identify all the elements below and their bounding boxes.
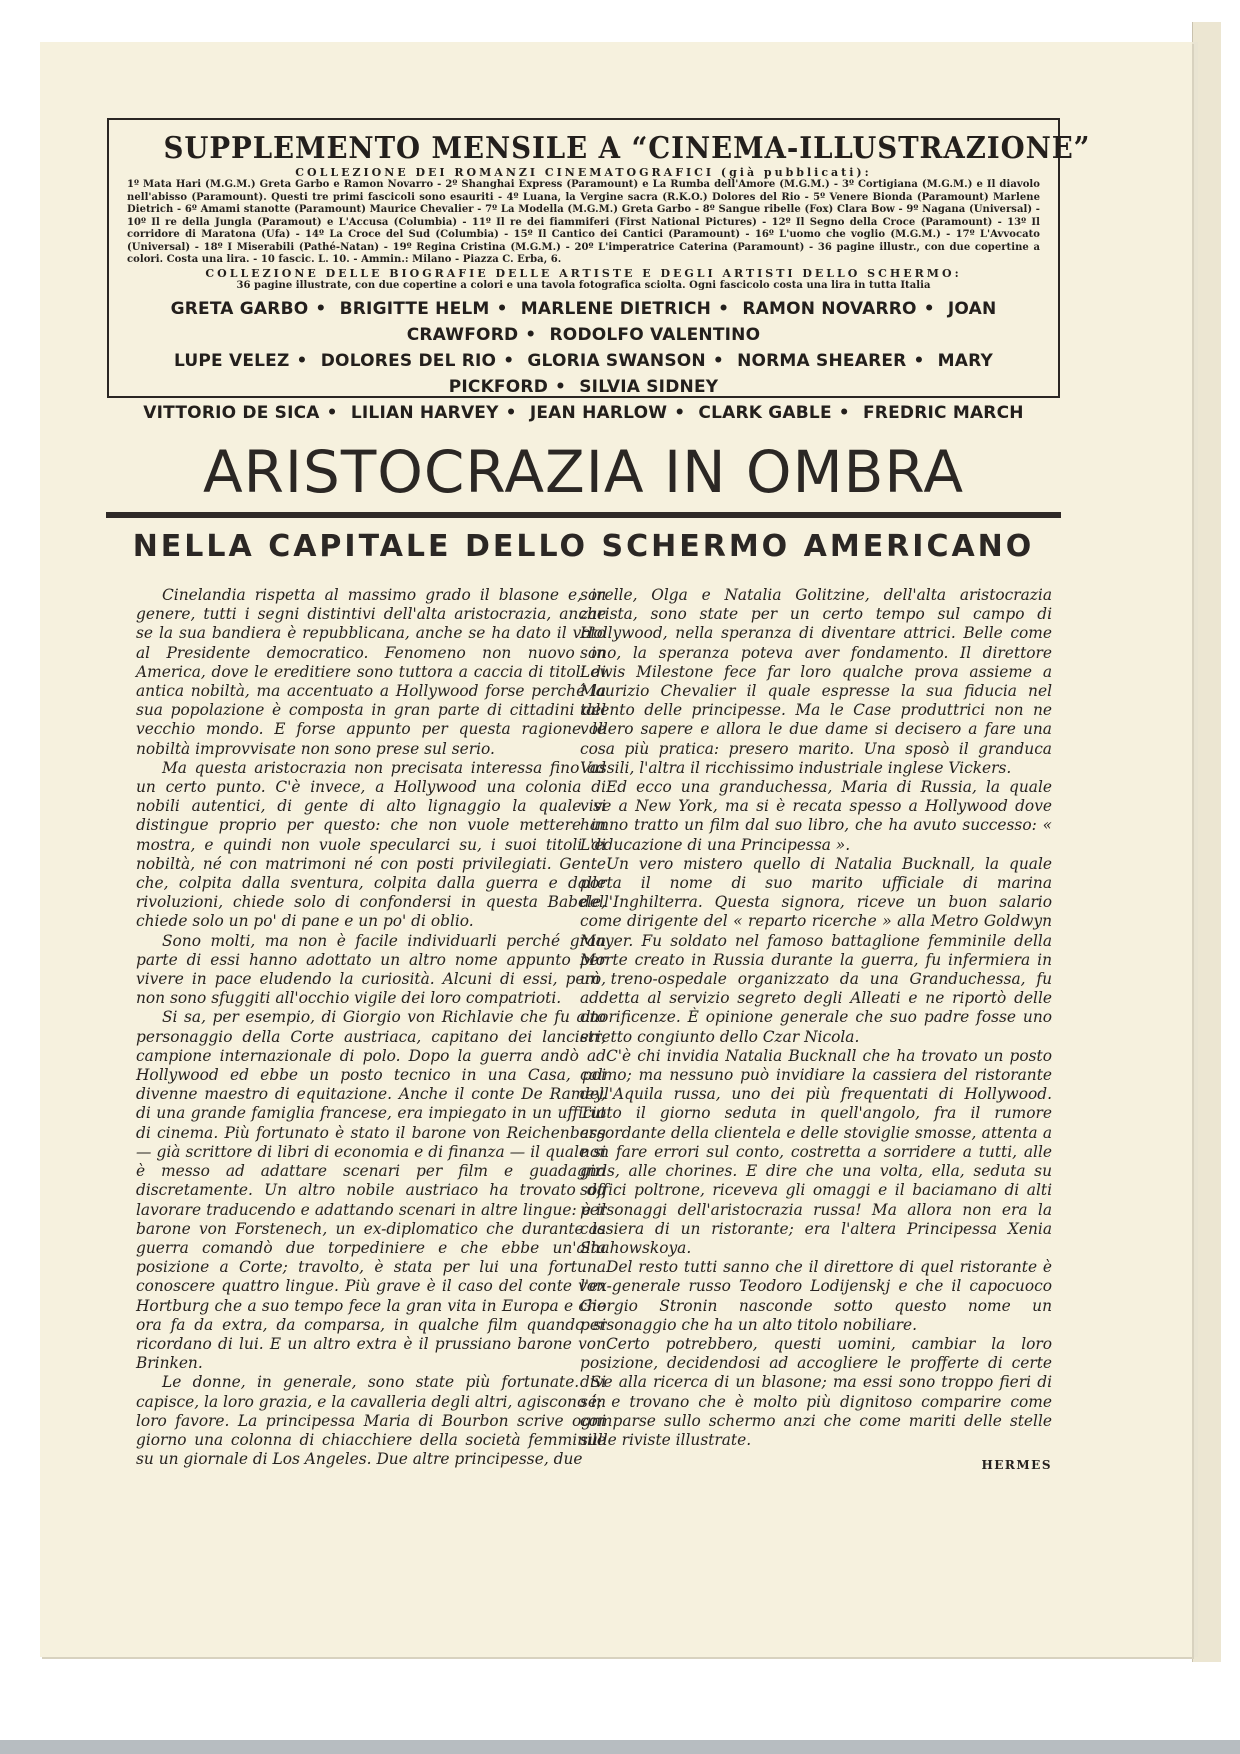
artist-names-row-2: LUPE VELEZ • DOLORES DEL RIO • GLORIA SWANSON • NORMA SHEARER • MARY PICKFORD • SILVIA SIDNEY	[173, 351, 994, 397]
title-rule	[106, 512, 1061, 518]
bio-heading: COLLEZIONE DELLE BIOGRAFIE DELLE ARTISTE E DEGLI ARTISTI DELLO SCHERMO:	[205, 266, 962, 280]
artist-name: MARLENE DIETRICH	[520, 299, 712, 319]
article-column-right	[580, 586, 1052, 1475]
supplement-box	[107, 118, 1091, 423]
artist-name: MARY PICKFORD	[448, 351, 994, 397]
paragraph: Certo potrebbero, questi uomini, cambiar la loro posizione, decidendosi ad accogliere le profferte di certe dive alla ricerca di un blasone; ma essi sono troppo fieri di sé; e trovano che è molto più dignitoso comparire come comparse sullo schermo anzi che come mariti delle stelle sulle riviste illustrate.	[580, 1334, 1052, 1449]
artist-name: SILVIA SIDNEY	[579, 377, 719, 397]
paragraph: Ed ecco una granduchessa, Maria di Russia, la quale vive a New York, ma si è recata spesso a Hollywood dove hanno tratto un film dal suo libro, che ha avuto successo: « L'educazione di una Principessa ».	[580, 778, 1052, 854]
bio-description: 36 pagine illustrate, con due copertine a colori e una tavola fotografica sciolta. Ogni fascicolo costa una lira in tutta Italia	[236, 279, 931, 291]
author-signature: HERMES	[981, 1458, 1052, 1473]
supplement-title: SUPPLEMENTO MENSILE A “CINEMA-ILLUSTRAZIONE”	[163, 131, 1091, 166]
paragraph: Del resto tutti sanno che il direttore di quel ristorante è l'ex-generale russo Teodoro Lodijenskj e che il capocuoco Giorgio Stronin nasconde sotto questo nome un personaggio che ha un alto titolo nobiliare.	[580, 1258, 1052, 1334]
paragraph: Ma questa aristocrazia non precisata interessa fino ad un certo punto. C'è invece, a Hollywood una colonia di nobili autentici, di gente di alto lignaggio la quale si distingue proprio per questo: che non vuole mettere in mostra, e quindi non vuole specularci su, i suoi titoli di nobiltà, né con matrimoni né con posti privilegiati. Gente che, colpita dalla sventura, colpita dalla guerra e dalle rivoluzioni, chiede solo di confondersi in questa Babele, chiede solo un po' di pane e un po' di oblio.	[136, 758, 606, 931]
artist-name: DOLORES DEL RIO	[320, 351, 497, 371]
paragraph: Sono molti, ma non è facile individuarli perché gran parte di essi hanno adottato un altro nome appunto per vivere in pace eludendo la curiosità. Alcuni di essi, però, non sono sfuggiti all'occhio vigile dei loro compatrioti.	[136, 931, 606, 1008]
article-title: ARISTOCRAZIA IN OMBRA	[202, 438, 965, 506]
paragraph: Si sa, per esempio, di Giorgio von Richlavie che fu alto personaggio della Corte austriaca, capitano dei lancieri, campione internazionale di polo. Dopo la guerra andò ad Hollywood ed ebbe un posto tecnico in una Casa, poi divenne maestro di equitazione. Anche il conte De Ramey, di una grande famiglia francese, era impiegato in un ufficio di cinema. Più fortunato è stato il barone von Reichenberg — già scrittore di libri di economia e di finanza — il quale si è messo ad adattare scenari per film e guadagna discretamente. Un altro nobile austriaco ha trovato da lavorare traducendo e adattando scenari in altre lingue: è il barone von Forstenech, un ex-diplomatico che durante la guerra comandò due torpediniere e che ebbe un'alta posizione a Corte; travolto, è stata per lui una fortuna conoscere quattro lingue. Più grave è il caso del conte von Hortburg che a suo tempo fece la gran vita in Europa e che ora fa da extra, da comparsa, in qualche film quando si ricordano di lui. E un altro extra è il prussiano barone von Brinken.	[136, 1008, 606, 1373]
paragraph: Cinelandia rispetta al massimo grado il blasone e, in genere, tutti i segni distintivi dell'alta aristocrazia, anche se la sua bandiera è repubblicana, anche se ha dato il voto al Presidente democratico. Fenomeno non nuovo in America, dove le ereditiere sono tuttora a caccia di titoli di antica nobiltà, ma accentuato a Hollywood forse perché la sua popolazione è composta in gran parte di cittadini del vecchio mondo. E forse appunto per questa ragione le nobiltà improvvisate non sono prese sul serio.	[136, 586, 606, 758]
page-edge	[1192, 22, 1221, 1662]
artist-names	[127, 296, 1040, 426]
novels-heading: COLLEZIONE DEI ROMANZI CINEMATOGRAFICI (già pubblicati):	[295, 166, 872, 179]
novels-list: 1º Mata Hari (M.G.M.) Greta Garbo e Ramon Novarro - 2º Shanghai Express (Paramount) e La Rumba dell'Amore (M.G.M.) - 3º Cortigiana (M.G.M.) e Il diavolo nell'abisso (Paramount). Questi tre primi fascicoli sono esauriti - 4º Luana, la Vergine sacra (R.K.O.) Dolores del Rio - 5º Venere Bionda (Paramount) Marlene Dietrich - 6º Amami stanotte (Paramount) Maurice Chevalier - 7º La Modella (M.G.M.) Greta Garbo - 8º Sangue ribelle (Fox) Clara Bow - 9º Nagana (Universal) - 10º Il re della Jungla (Paramout) e L'Accusa (Columbia) - 11º Il re dei fiammiferi (First National Pictures) - 12º Il Segno della Croce (Paramount) - 13º Il corridore di Maratona (Ufa) - 14º La Croce del Sud (Columbia) - 15º Il Cantico dei Cantici (Paramount) - 16º L'uomo che voglio (M.G.M.) - 17º L'Avvocato (Universal) - 18º I Miserabili (Pathé-Natan) - 19º Regina Cristina (M.G.M.) - 20º L'imperatrice Caterina (Paramount) - 36 pagine illustr., con due copertine a colori. Costa una lira. - 10 fascic. L. 10. - Ammin.: Milano - Piazza C. Erba, 6.	[127, 179, 1040, 265]
artist-name: JOAN CRAWFORD	[406, 299, 997, 345]
artist-name: GRETA GARBO	[170, 299, 309, 319]
artist-name: VITTORIO DE SICA	[143, 403, 320, 423]
artist-names-row-3: VITTORIO DE SICA • LILIAN HARVEY • JEAN HARLOW • CLARK GABLE • FREDRIC MARCH	[143, 403, 1024, 423]
paragraph: Un vero mistero quello di Natalia Bucknall, la quale porta il nome di suo marito ufficiale di marina dell'Inghilterra. Questa signora, riceve un buon salario come dirigente del « reparto ricerche » alla Metro Goldwyn Mayer. Fu soldato nel famoso battaglione femminile della Morte creato in Russia durante la guerra, fu infermiera in un treno-ospedale organizzato da una Granduchessa, fu addetta al servizio segreto degli Alleati e ne riportò delle onorificenze. È opinione generale che suo padre fosse uno stretto congiunto dello Czar Nicola.	[580, 854, 1052, 1046]
paragraph: sorelle, Olga e Natalia Golitzine, dell'alta aristocrazia zarista, sono state per un certo tempo sul campo di Hollywood, nella speranza di diventare attrici. Belle come sono, la speranza poteva aver fondamento. Il direttore Lewis Milestone fece far loro qualche prova assieme a Maurizio Chevalier il quale espresse la sua fiducia nel talento delle principesse. Ma le Case produttrici non ne vollero sapere e allora le due dame si decisero a fare una cosa più pratica: presero marito. Una sposò il granduca Vassili, l'altra il ricchissimo industriale inglese Vickers.	[580, 586, 1052, 777]
artist-name: BRIGITTE HELM	[339, 299, 490, 319]
paragraph: Le donne, in generale, sono state più fortunate. Si capisce, la loro grazia, e la cavalleria degli altri, agiscono in loro favore. La principessa Maria di Bourbon scrive ogni giorno una colonna di chiacchiere della società femminile su un giornale di Los Angeles. Due altre principesse, due	[136, 1373, 606, 1469]
magazine-page	[40, 42, 1192, 1657]
artist-name: RODOLFO VALENTINO	[549, 325, 761, 345]
artist-name: LILIAN HARVEY	[350, 403, 499, 423]
article-subtitle: NELLA CAPITALE DELLO SCHERMO AMERICANO	[132, 529, 1035, 564]
artist-name: GLORIA SWANSON	[527, 351, 706, 371]
article-column-left	[136, 586, 606, 1469]
paragraph: C'è chi invidia Natalia Bucknall che ha trovato un posto calmo; ma nessuno può invidiare la cassiera del ristorante dell'Aquila russa, uno dei più frequentati di Hollywood. Tutto il giorno seduta in quell'angolo, fra il rumore assordante della clientela e delle stoviglie smosse, attenta a non fare errori sul conto, costretta a sorridere a tutti, alle girls, alle chorines. E dire che una volta, ella, seduta su soffici poltrone, riceveva gli omaggi e il baciamano di alti personaggi dell'aristocrazia russa! Ma allora non era la cassiera di un ristorante; era l'altera Principessa Xenia Shahowskoya.	[580, 1046, 1052, 1257]
artist-name: RAMON NOVARRO	[742, 299, 917, 319]
artist-name: CLARK GABLE	[698, 403, 832, 423]
artist-name: JEAN HARLOW	[529, 403, 668, 423]
scan-bottom-strip	[0, 1740, 1240, 1754]
artist-name: LUPE VELEZ	[173, 351, 290, 371]
artist-name: FREDRIC MARCH	[862, 403, 1024, 423]
artist-names-row-1: GRETA GARBO • BRIGITTE HELM • MARLENE DIETRICH • RAMON NOVARRO • JOAN CRAWFORD • RODOLFO VALENTINO	[170, 299, 997, 345]
artist-name: NORMA SHEARER	[737, 351, 907, 371]
